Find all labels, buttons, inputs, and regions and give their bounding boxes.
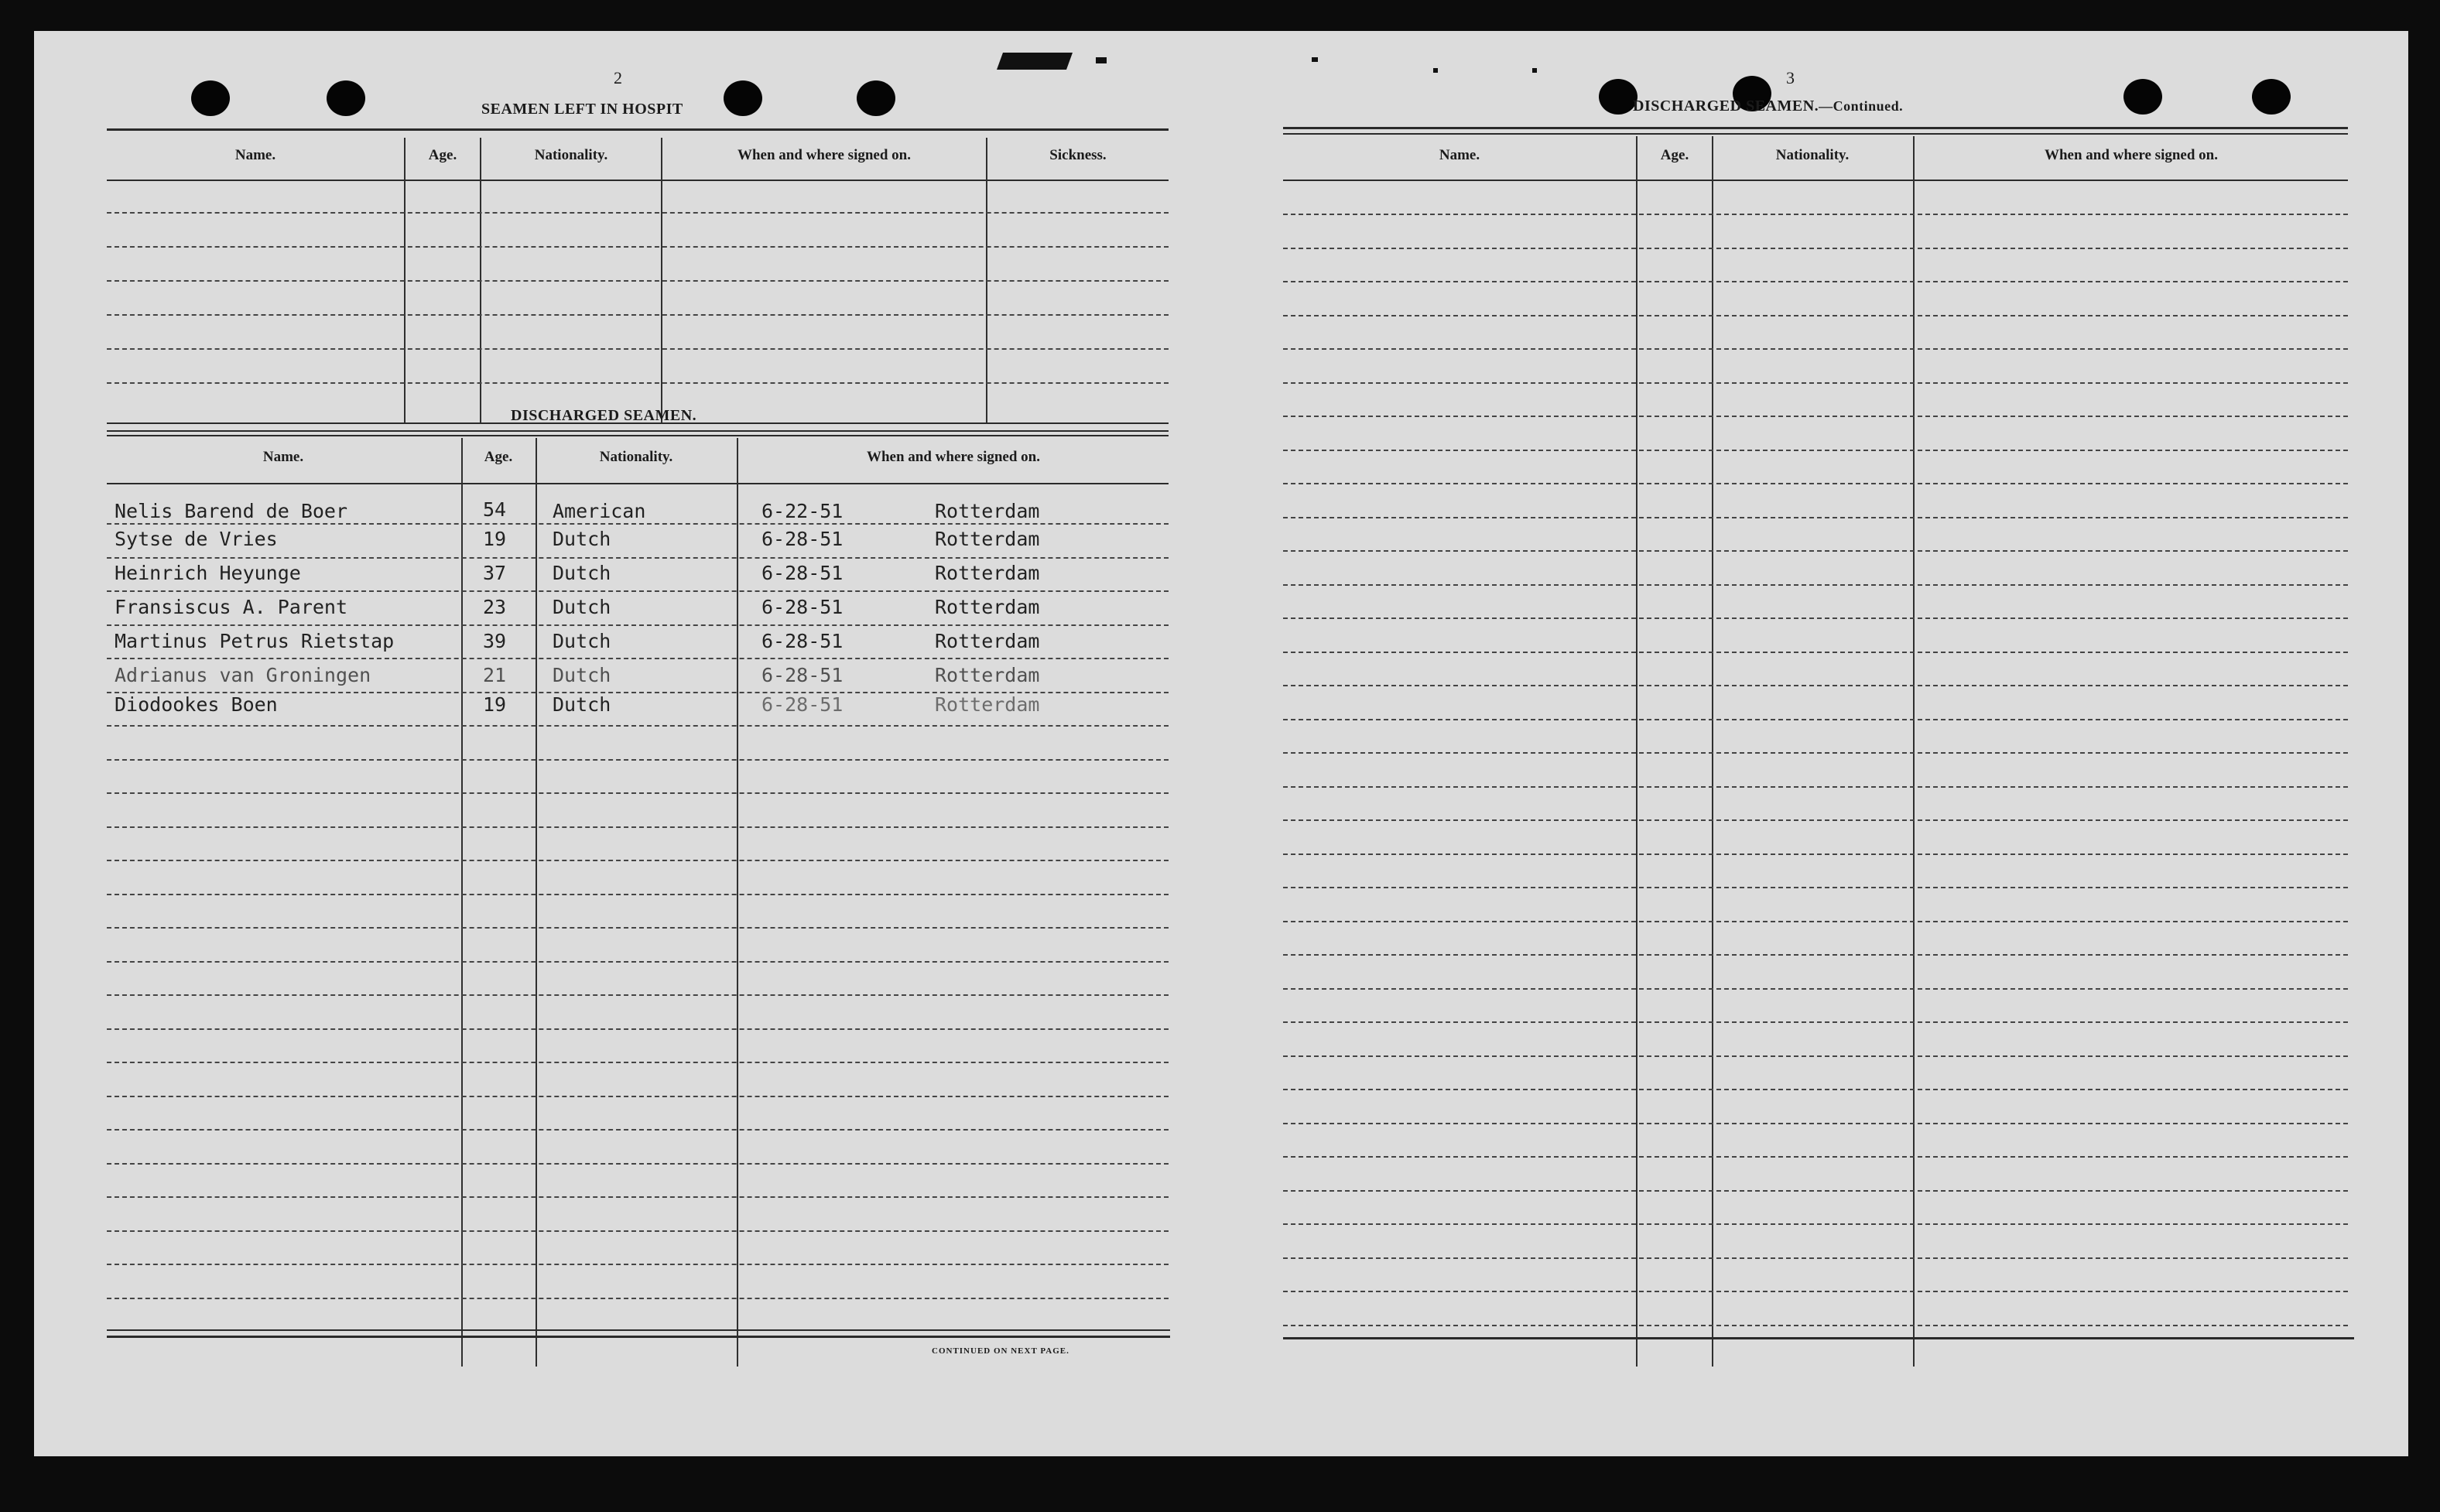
- entry-line: [107, 1163, 1169, 1165]
- entry-line: [107, 759, 1169, 761]
- signed-on-place: Rotterdam: [935, 596, 1040, 618]
- discharged-bottom-rule: [107, 1336, 1170, 1338]
- signed-on-place: Rotterdam: [935, 562, 1040, 584]
- discharged-header-rule: [107, 483, 1169, 484]
- seaman-age: 19: [483, 693, 507, 716]
- entry-line: [1283, 1325, 2348, 1326]
- signed-on-date: 6-28-51: [761, 562, 844, 584]
- right-section-title: [1633, 97, 1903, 115]
- entry-line: [107, 658, 1169, 659]
- ink-smudge: [997, 53, 1073, 70]
- ink-smudge: [1433, 68, 1438, 73]
- entry-line: [107, 280, 1169, 282]
- entry-line: [1283, 921, 2348, 922]
- ink-smudge: [1096, 57, 1107, 63]
- entry-line: [107, 523, 1169, 525]
- entry-line: [107, 590, 1169, 592]
- signed-on-place: Rotterdam: [935, 693, 1040, 716]
- entry-line: [1283, 954, 2348, 956]
- right-col-name-header: Name.: [1439, 147, 1480, 163]
- entry-line: [107, 1096, 1169, 1097]
- hospital-col-sickness-header: Sickness.: [1049, 147, 1107, 163]
- signed-on-date: 6-28-51: [761, 528, 844, 550]
- entry-line: [1283, 550, 2348, 552]
- entry-line: [107, 860, 1169, 861]
- seaman-nationality: Dutch: [553, 528, 611, 550]
- entry-line: [107, 314, 1169, 316]
- entry-line: [1283, 214, 2348, 215]
- signed-on-place: Rotterdam: [935, 664, 1040, 686]
- entry-line: [1283, 1055, 2348, 1057]
- seaman-name: Fransiscus A. Parent: [115, 596, 348, 618]
- seaman-nationality: Dutch: [553, 596, 611, 618]
- column-divider: [461, 438, 463, 1367]
- punch-hole: [2252, 79, 2291, 115]
- right-col-age-header: Age.: [1660, 147, 1689, 163]
- seaman-name: Martinus Petrus Rietstap: [115, 630, 395, 652]
- signed-on-place: Rotterdam: [935, 528, 1040, 550]
- entry-line: [1283, 1257, 2348, 1259]
- hospital-col-age-header: Age.: [428, 147, 457, 163]
- right-top-rule: [1283, 127, 2348, 129]
- entry-line: [1283, 1089, 2348, 1090]
- entry-line: [107, 994, 1169, 996]
- entry-line: [107, 557, 1169, 559]
- entry-line: [107, 1028, 1169, 1030]
- entry-line: [1283, 988, 2348, 990]
- hospital-header-rule: [107, 180, 1169, 181]
- seaman-name: Sytse de Vries: [115, 528, 278, 550]
- hospital-section-title: SEAMEN LEFT IN HOSPIT: [481, 101, 683, 118]
- entry-line: [1283, 281, 2348, 282]
- seaman-age: 19: [483, 528, 507, 550]
- entry-line: [107, 1129, 1169, 1131]
- punch-hole: [724, 80, 762, 116]
- seaman-name: Nelis Barend de Boer: [115, 500, 348, 522]
- entry-line: [1283, 617, 2348, 619]
- hospital-top-rule: [107, 128, 1169, 131]
- right-bottom-rule: [1283, 1337, 2354, 1339]
- right-col-signed-on-header: When and where signed on.: [2044, 147, 2218, 163]
- entry-line: [1283, 483, 2348, 484]
- discharged-col-nationality-header: Nationality.: [599, 449, 673, 465]
- entry-line: [1283, 1156, 2348, 1158]
- entry-line: [1283, 584, 2348, 586]
- hospital-col-nationality-header: Nationality.: [534, 147, 608, 163]
- seaman-nationality: Dutch: [553, 630, 611, 652]
- entry-line: [107, 927, 1169, 929]
- document-sheet: [34, 31, 2408, 1456]
- seaman-nationality: American: [553, 500, 646, 522]
- seaman-name: Heinrich Heyunge: [115, 562, 301, 584]
- right-title-suffix: —Continued.: [1819, 98, 1904, 114]
- entry-line: [107, 1264, 1169, 1265]
- entry-line: [1283, 786, 2348, 788]
- seaman-age: 21: [483, 664, 507, 686]
- entry-line: [107, 894, 1169, 895]
- punch-hole: [327, 80, 365, 116]
- entry-line: [1283, 1190, 2348, 1192]
- entry-line: [107, 624, 1169, 626]
- hospital-col-signed-on-header: When and where signed on.: [737, 147, 911, 163]
- seaman-age: 23: [483, 596, 507, 618]
- discharged-header-top-rule: [107, 435, 1169, 436]
- right-col-nationality-header: Nationality.: [1775, 147, 1850, 163]
- signed-on-date: 6-28-51: [761, 596, 844, 618]
- discharged-section-title: DISCHARGED SEAMEN.: [511, 407, 697, 424]
- discharged-col-age-header: Age.: [484, 449, 513, 465]
- entry-line: [1283, 248, 2348, 249]
- ink-smudge: [1312, 57, 1318, 62]
- punch-hole: [857, 80, 895, 116]
- entry-line: [1283, 450, 2348, 451]
- entry-line: [1283, 1291, 2348, 1292]
- entry-line: [1283, 819, 2348, 821]
- entry-line: [1283, 517, 2348, 518]
- discharged-top-rule: [107, 430, 1169, 432]
- signed-on-date: 6-28-51: [761, 664, 844, 686]
- entry-line: [1283, 752, 2348, 754]
- page-number-left: 2: [614, 68, 622, 87]
- entry-line: [1283, 1021, 2348, 1023]
- signed-on-date: 6-22-51: [761, 500, 844, 522]
- entry-line: [107, 1230, 1169, 1232]
- entry-line: [107, 1298, 1169, 1299]
- entry-line: [1283, 348, 2348, 350]
- entry-line: [1283, 853, 2348, 855]
- entry-line: [1283, 719, 2348, 720]
- seaman-age: 37: [483, 562, 507, 584]
- right-title-text: DISCHARGED SEAMEN.: [1633, 97, 1819, 115]
- entry-line: [1283, 416, 2348, 417]
- entry-line: [107, 961, 1169, 963]
- entry-line: [1283, 685, 2348, 686]
- seaman-nationality: Dutch: [553, 664, 611, 686]
- column-divider: [536, 438, 537, 1367]
- entry-line: [107, 826, 1169, 828]
- hospital-col-name-header: Name.: [234, 147, 276, 163]
- signed-on-date: 6-28-51: [761, 693, 844, 716]
- column-divider: [737, 438, 738, 1367]
- entry-line: [107, 348, 1169, 350]
- entry-line: [107, 382, 1169, 384]
- column-divider: [1636, 136, 1638, 1367]
- discharged-col-signed-on-header: When and where signed on.: [866, 449, 1040, 465]
- seaman-nationality: Dutch: [553, 693, 611, 716]
- punch-hole: [191, 80, 230, 116]
- signed-on-place: Rotterdam: [935, 500, 1040, 522]
- punch-hole: [2123, 79, 2162, 115]
- seaman-age: 54: [483, 498, 507, 521]
- signed-on-place: Rotterdam: [935, 630, 1040, 652]
- ink-smudge: [1532, 68, 1537, 73]
- seaman-name: Diodookes Boen: [115, 693, 278, 716]
- seaman-name: Adrianus van Groningen: [115, 664, 371, 686]
- signed-on-date: 6-28-51: [761, 630, 844, 652]
- discharged-bottom-rule: [107, 1329, 1170, 1331]
- seaman-nationality: Dutch: [553, 562, 611, 584]
- discharged-col-name-header: Name.: [262, 449, 304, 465]
- entry-line: [1283, 1123, 2348, 1124]
- column-divider: [1712, 136, 1713, 1367]
- entry-line: [107, 246, 1169, 248]
- right-top-rule: [1283, 133, 2348, 135]
- entry-line: [107, 725, 1169, 727]
- entry-line: [1283, 315, 2348, 316]
- page-number-right: 3: [1786, 68, 1795, 87]
- punch-hole: [1599, 79, 1638, 115]
- continued-footer: CONTINUED ON NEXT PAGE.: [932, 1346, 1069, 1356]
- seaman-age: 39: [483, 630, 507, 652]
- entry-line: [107, 212, 1169, 214]
- entry-line: [107, 1196, 1169, 1198]
- entry-line: [1283, 652, 2348, 653]
- right-header-rule: [1283, 180, 2348, 181]
- column-divider: [1913, 136, 1915, 1367]
- entry-line: [1283, 1223, 2348, 1225]
- entry-line: [107, 1062, 1169, 1063]
- entry-line: [1283, 887, 2348, 888]
- entry-line: [1283, 382, 2348, 384]
- entry-line: [107, 792, 1169, 794]
